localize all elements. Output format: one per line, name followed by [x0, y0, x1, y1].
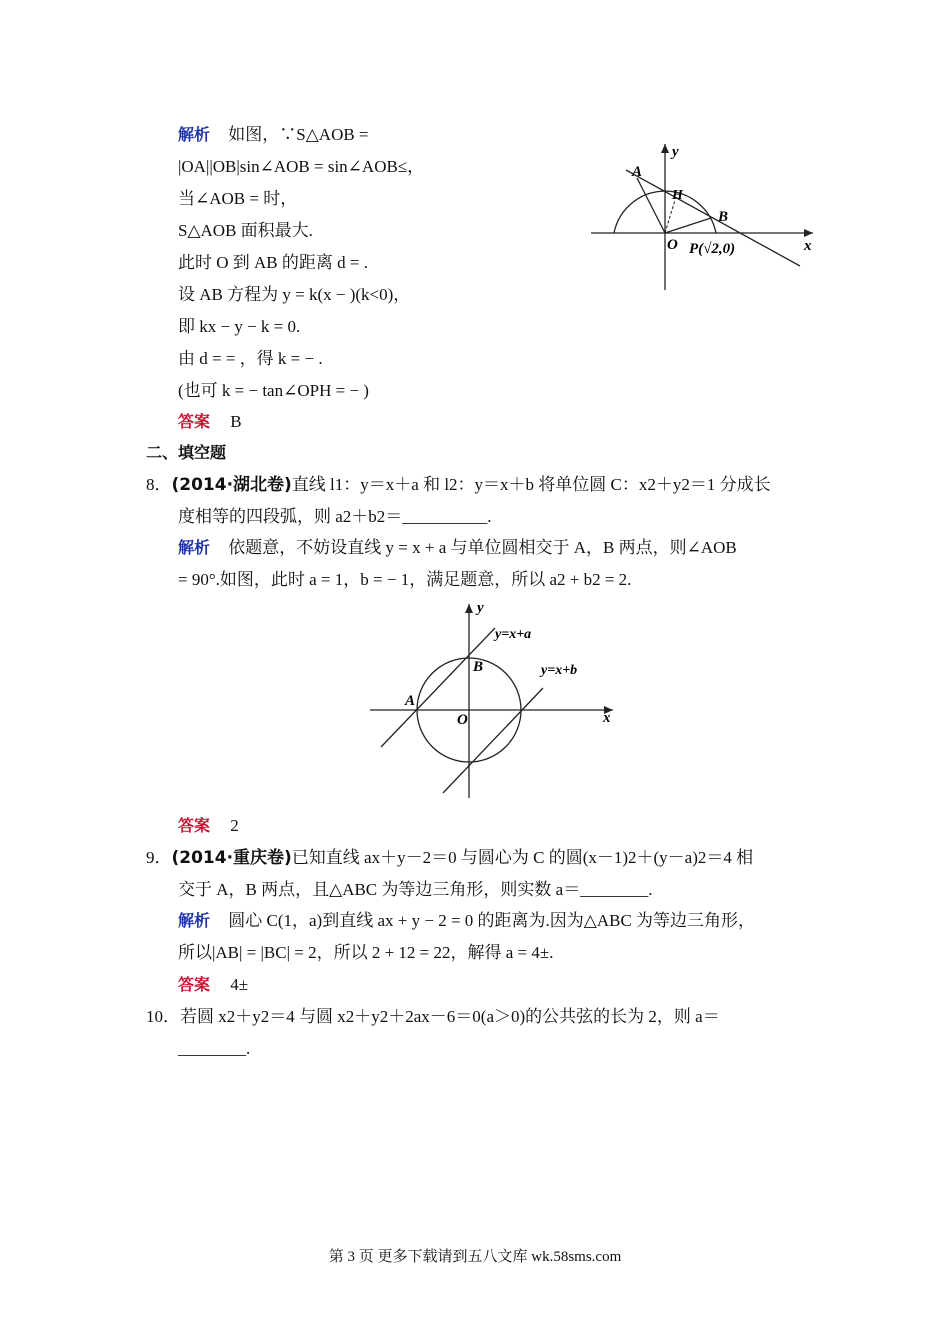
sol7-line-7: 即 kx − y − k = 0. [178, 317, 301, 336]
solution-label: 解析 [178, 538, 211, 557]
sol7-line-3: 当∠AOB = 时， [178, 189, 298, 208]
q8-solution-2: = 90°.如图，此时 a = 1，b = − 1，满足题意，所以 a2 + b2 = 2. [178, 570, 632, 589]
solution-label: 解析 [178, 911, 211, 930]
q10-line-2: ________. [178, 1039, 251, 1058]
svg-text:y=x+b: y=x+b [541, 663, 578, 678]
q8-solution-1: 解析 依题意，不妨设直线 y = x + a 与单位圆相交于 A，B 两点，则∠AOB [178, 538, 737, 557]
q10-line-1: 10．若圆 x2＋y2＝4 与圆 x2＋y2＋2ax－6＝0(a＞0)的公共弦的长为 2，则 a＝ [146, 1007, 720, 1026]
svg-text:x: x [603, 710, 611, 726]
figure-semicircle [588, 138, 818, 296]
answer-value: B [230, 412, 242, 431]
svg-text:O: O [667, 237, 678, 253]
svg-text:y: y [477, 600, 484, 616]
answer-label: 答案 [178, 412, 211, 431]
sol7-line-4: S△AOB 面积最大. [178, 221, 313, 240]
sol7-line-9: (也可 k = − tan∠OPH = − ) [178, 381, 369, 400]
figure-unit-circle [365, 598, 625, 802]
q9-solution-1: 解析 圆心 C(1，a)到直线 ax + y − 2 = 0 的距离为.因为△ABC 为等边三角形， [178, 911, 756, 930]
svg-text:B: B [718, 209, 729, 225]
answer-value: 2 [230, 816, 239, 835]
section-title: 二、填空题 [146, 443, 227, 462]
answer-label: 答案 [178, 816, 211, 835]
svg-text:O: O [457, 712, 468, 728]
sol7-line-2: |OA||OB|sin∠AOB = sin∠AOB≤， [178, 157, 425, 176]
page-footer: 第 3 页 更多下载请到五八文库 wk.58sms.com [328, 1249, 622, 1265]
q8-number: 8． [146, 475, 172, 494]
q9-solution-2: 所以|AB| = |BC| = 2，所以 2 + 12 = 22，解得 a = 4±. [178, 943, 554, 962]
q8-answer [178, 815, 239, 837]
svg-text:A: A [405, 693, 416, 709]
svg-text:y: y [672, 144, 679, 160]
svg-text:B: B [473, 659, 484, 675]
q8-line-1: 8．(2014·湖北卷)直线 l1：y＝x＋a 和 l2：y＝x＋b 将单位圆 C：x2＋y2＝1 分成长 [146, 475, 771, 495]
answer-value: 4± [230, 975, 249, 994]
q9-line-2: 交于 A，B 两点，且△ABC 为等边三角形，则实数 a＝________. [178, 880, 653, 899]
sol7-line-1: 解析 如图，∵S△AOB = [178, 125, 369, 144]
q9-number: 9． [146, 848, 172, 867]
svg-text:x: x [804, 238, 812, 254]
svg-text:A: A [632, 164, 643, 180]
svg-text:P(√2,0): P(√2,0) [689, 241, 736, 257]
sol7-line-5: 此时 O 到 AB 的距离 d = . [178, 253, 368, 272]
q9-line-1: 9．(2014·重庆卷)已知直线 ax＋y－2＝0 与圆心为 C 的圆(x－1)2＋(y－a)2＝4 相 [146, 848, 754, 868]
q10-number: 10． [146, 1007, 180, 1026]
svg-text:H: H [672, 188, 683, 203]
q9-source: (2014·重庆卷) [171, 848, 292, 868]
sol7-line-6: 设 AB 方程为 y = k(x − )(k<0)， [178, 285, 411, 304]
solution-label: 解析 [178, 125, 211, 144]
q8-line-2: 度相等的四段弧，则 a2＋b2＝__________. [178, 507, 492, 526]
answer-label: 答案 [178, 975, 211, 994]
svg-text:y=x+a: y=x+a [495, 627, 532, 642]
sol7-answer [178, 411, 242, 433]
q8-source: (2014·湖北卷) [171, 475, 292, 495]
q9-answer [178, 974, 248, 996]
sol7-line-8: 由 d = = ，得 k = − . [178, 349, 323, 368]
